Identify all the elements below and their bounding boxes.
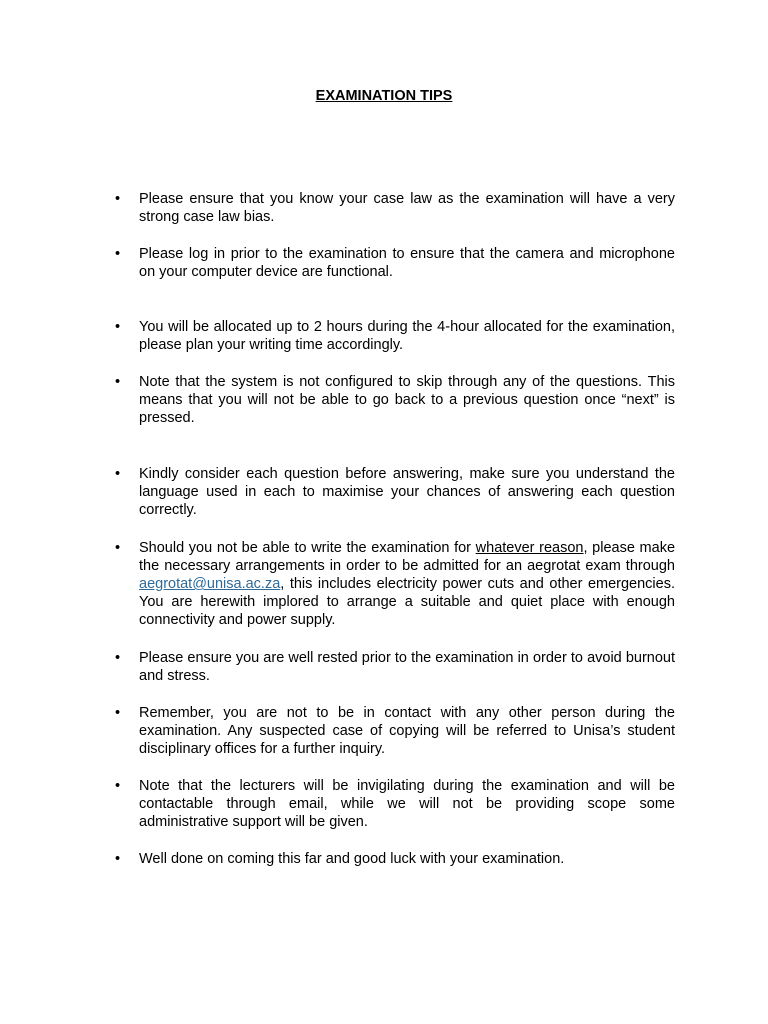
tip-text: Please ensure you are well rested prior to the examination in order to avoid burnout and stress. <box>139 650 675 684</box>
email-link[interactable]: aegrotat@unisa.ac.za <box>139 576 281 592</box>
tip-text: Note that the system is not configured to skip through any of the questions. This means that you will not be able to go back to a previous question once “next” is pressed. <box>139 374 675 426</box>
tip-text: Well done on coming this far and good luck with your examination. <box>139 851 565 867</box>
tip-text-part: Should you not be able to write the examination for <box>139 540 476 556</box>
bullet-icon: • <box>115 191 121 207</box>
tip-text: You will be allocated up to 2 hours during the 4-hour allocated for the examination, please plan your writing time accordingly. <box>139 319 675 353</box>
tip-text: Please ensure that you know your case law as the examination will have a very strong case law bias. <box>139 191 675 225</box>
bullet-icon: • <box>115 466 121 482</box>
bullet-icon: • <box>115 851 121 867</box>
tip-text <box>139 539 675 629</box>
tip-text: Kindly consider each question before answering, make sure you understand the language used in each to maximise your chances of answering each question correctly. <box>139 466 675 518</box>
bullet-icon: • <box>115 374 121 390</box>
tip-text-part: , this includes electricity power cuts and other emergencies. You are herewith implored to arrange a suitable and quiet place with enough connectivity and power supply. <box>139 576 675 628</box>
page-title: EXAMINATION TIPS <box>315 88 453 104</box>
bullet-icon: • <box>115 705 121 721</box>
tip-text-part: , please make the necessary arrangements in order to be admitted for an aegrotat exam through <box>139 540 676 574</box>
bullet-icon: • <box>115 246 121 262</box>
tip-text: Note that the lecturers will be invigilating during the examination and will be contactable through email, while we will not be providing scope some administrative support will be given. <box>139 778 675 830</box>
bullet-icon: • <box>115 540 121 556</box>
tip-text: Please log in prior to the examination to ensure that the camera and microphone on your computer device are functional. <box>139 246 675 280</box>
bullet-icon: • <box>115 778 121 794</box>
bullet-icon: • <box>115 650 121 666</box>
tip-text: Remember, you are not to be in contact with any other person during the examination. Any suspected case of copying will be referred to Unisa’s student disciplinary offices for a further inquiry. <box>139 705 675 757</box>
underlined-phrase: whatever reason <box>475 540 584 556</box>
bullet-icon: • <box>115 319 121 335</box>
